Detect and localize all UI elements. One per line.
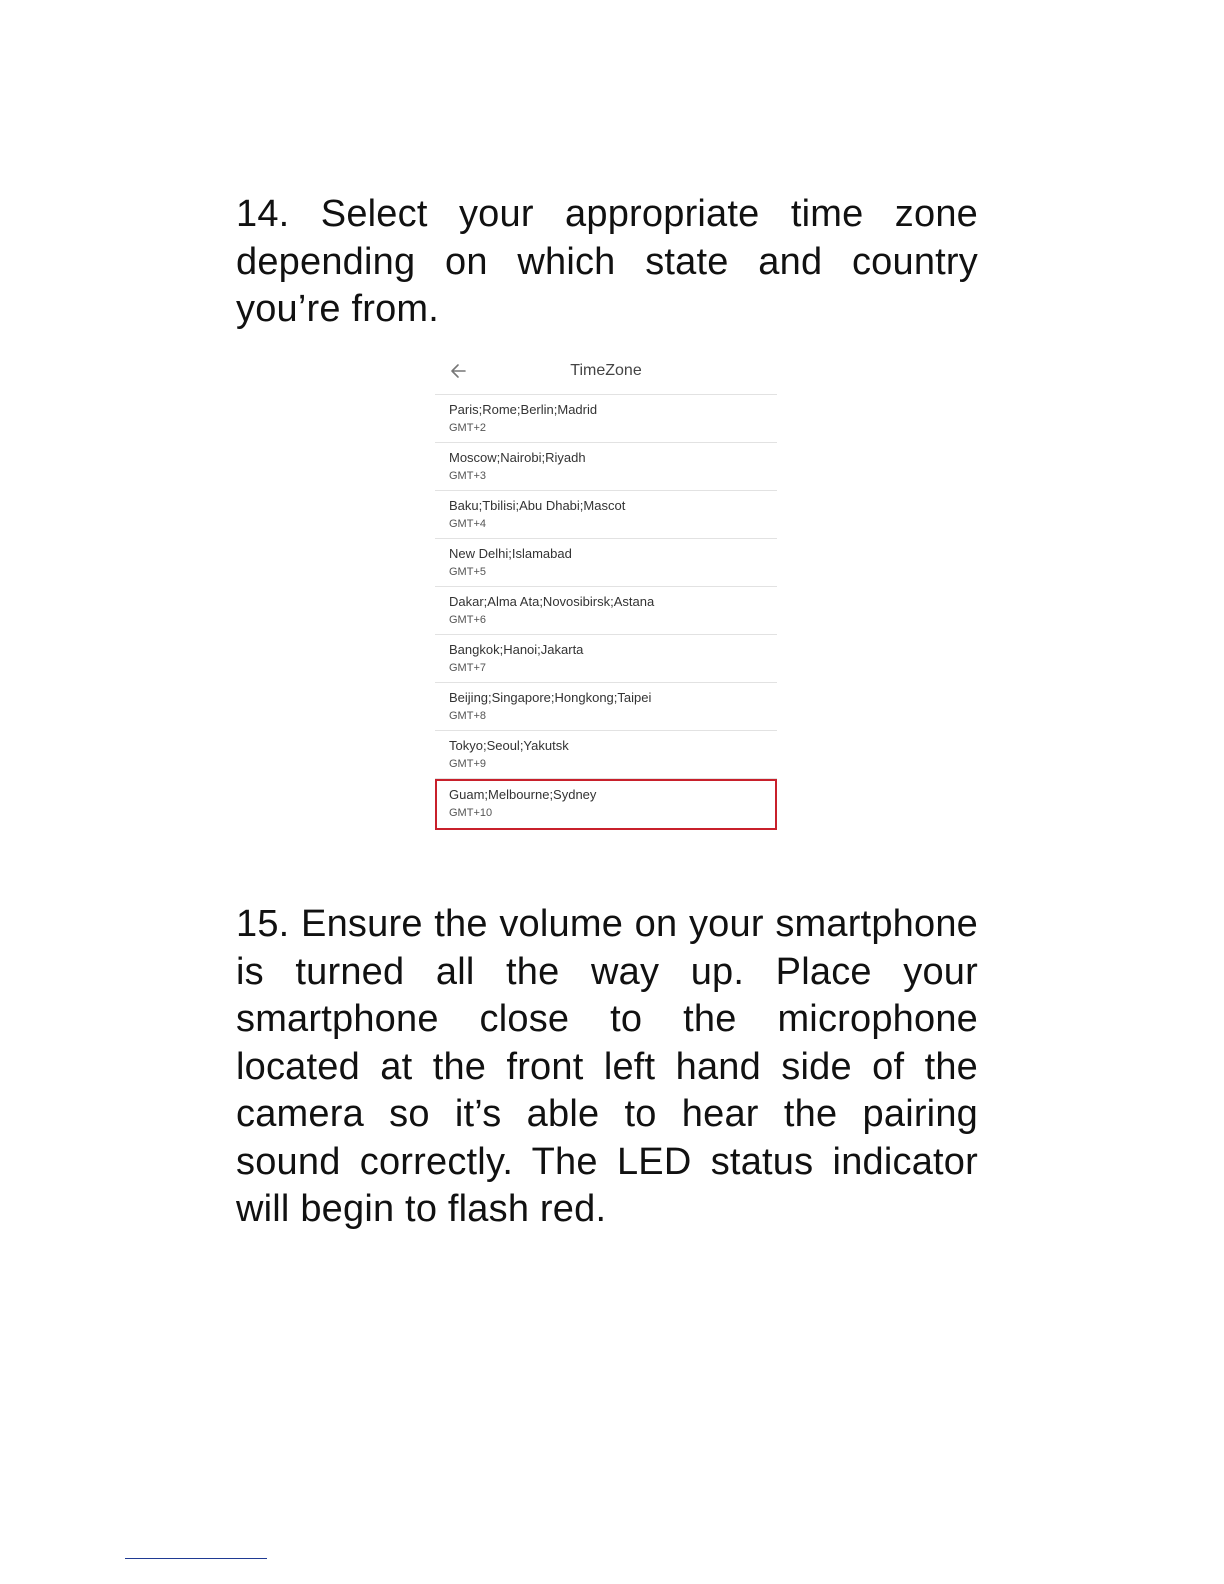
timezone-item-gmt8[interactable] xyxy=(435,683,777,731)
timezone-cities: New Delhi;Islamabad xyxy=(449,546,572,561)
timezone-item-gmt3[interactable] xyxy=(435,443,777,491)
timezone-cities: Tokyo;Seoul;Yakutsk xyxy=(449,738,569,753)
timezone-item-gmt2[interactable] xyxy=(435,395,777,443)
timezone-cities: Beijing;Singapore;Hongkong;Taipei xyxy=(449,690,652,705)
timezone-offset: GMT+3 xyxy=(449,470,486,482)
step-15-instruction: 15. Ensure the volume on your smartphone is turned all the way up. Place your smartphone close to the microphone located at the front left hand side of the camera so it’s able to hear the pairing sound correctly. The LED status indicator will begin to flash red. xyxy=(236,903,978,1230)
timezone-item-gmt5[interactable] xyxy=(435,539,777,587)
timezone-cities: Dakar;Alma Ata;Novosibirsk;Astana xyxy=(449,594,655,609)
footnote-divider xyxy=(125,1558,267,1559)
timezone-offset: GMT+6 xyxy=(449,614,486,626)
timezone-offset: GMT+10 xyxy=(449,807,493,819)
timezone-screenshot xyxy=(435,350,777,836)
timezone-offset: GMT+4 xyxy=(449,518,486,530)
timezone-offset: GMT+7 xyxy=(449,662,486,674)
timezone-offset: GMT+2 xyxy=(449,422,486,434)
timezone-item-gmt10-selected[interactable] xyxy=(435,779,777,830)
timezone-item-gmt6[interactable] xyxy=(435,587,777,635)
timezone-offset: GMT+9 xyxy=(449,758,486,770)
timezone-cities: Moscow;Nairobi;Riyadh xyxy=(449,450,586,465)
timezone-cities: Guam;Melbourne;Sydney xyxy=(449,787,597,802)
timezone-item-gmt4[interactable] xyxy=(435,491,777,539)
timezone-cities: Baku;Tbilisi;Abu Dhabi;Mascot xyxy=(449,498,626,513)
timezone-item-gmt9[interactable] xyxy=(435,731,777,779)
timezone-cities: Paris;Rome;Berlin;Madrid xyxy=(449,402,598,417)
timezone-item-gmt7[interactable] xyxy=(435,635,777,683)
timezone-list xyxy=(435,395,777,830)
timezone-offset: GMT+8 xyxy=(449,710,486,722)
timezone-offset: GMT+5 xyxy=(449,566,486,578)
step-14-instruction: 14. Select your appropriate time zone depending on which state and country you’re from. xyxy=(236,193,978,330)
timezone-cities: Bangkok;Hanoi;Jakarta xyxy=(449,642,584,657)
timezone-title: TimeZone xyxy=(570,362,642,379)
timezone-header xyxy=(435,350,777,395)
